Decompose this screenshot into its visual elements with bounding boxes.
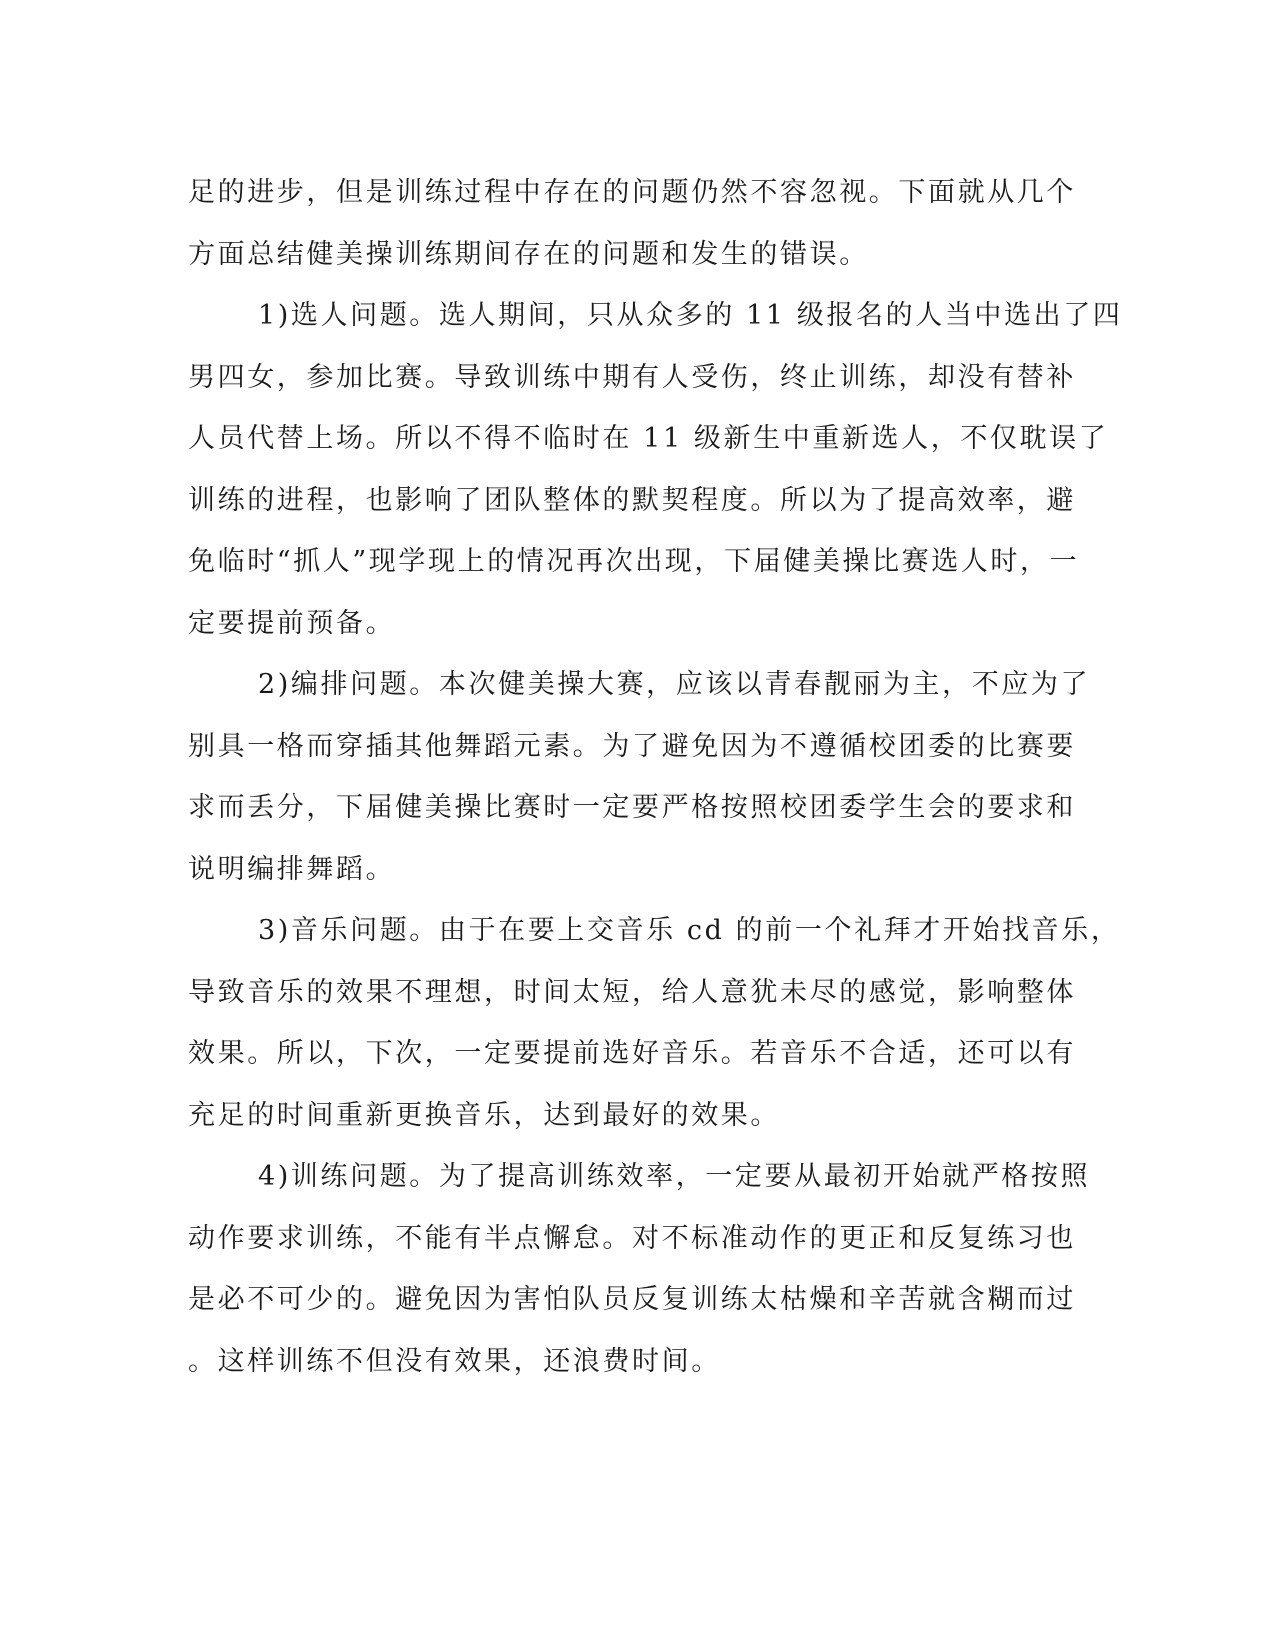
paragraph-start-choreography: 2)编排问题。本次健美操大赛，应该以青春靓丽为主，不应为了 (258, 669, 1091, 700)
text-line: 人员代替上场。所以不得不临时在 11 级新生中重新选人，不仅耽误了 (188, 423, 1109, 454)
paragraph-start-training: 4)训练问题。为了提高训练效率，一定要从最初开始就严格按照 (258, 1161, 1091, 1192)
text-line: 定要提前预备。 (188, 607, 396, 639)
text-line: 免临时“抓人”现学现上的情况再次出现，下届健美操比赛选人时，一 (188, 546, 1080, 577)
text-line: 男四女，参加比赛。导致训练中期有人受伤，终止训练，却没有替补 (188, 361, 1076, 393)
document-body (188, 162, 1123, 1392)
text-line: 求而丢分，下届健美操比赛时一定要严格按照校团委学生会的要求和 (188, 792, 1076, 823)
text-line: 导致音乐的效果不理想，时间太短，给人意犹未尽的感觉，影响整体 (188, 976, 1076, 1008)
text-line: 动作要求训练，不能有半点懈怠。对不标准动作的更正和反复练习也 (188, 1222, 1076, 1254)
text-line: 效果。所以，下次，一定要提前选好音乐。若音乐不合适，还可以有 (188, 1038, 1076, 1069)
text-line: 方面总结健美操训练期间存在的问题和发生的错误。 (188, 238, 869, 270)
paragraph-start-music: 3)音乐问题。由于在要上交音乐 cd 的前一个礼拜才开始找音乐， (258, 915, 1121, 946)
text-line: 说明编排舞蹈。 (188, 853, 396, 885)
text-line: 充足的时间重新更换音乐，达到最好的效果。 (188, 1099, 780, 1131)
text-line: 训练的进程，也影响了团队整体的默契程度。所以为了提高效率，避 (188, 484, 1076, 516)
text-line: 别具一格而穿插其他舞蹈元素。为了避免因为不遵循校团委的比赛要 (188, 730, 1076, 762)
paragraph-start-selection: 1)选人问题。选人期间，只从众多的 11 级报名的人当中选出了四 (258, 300, 1123, 331)
text-line: 是必不可少的。避免因为害怕队员反复训练太枯燥和辛苦就含糊而过 (188, 1284, 1076, 1315)
text-line: 足的进步，但是训练过程中存在的问题仍然不容忽视。下面就从几个 (188, 177, 1076, 208)
text-line: 。这样训练不但没有效果，还浪费时间。 (188, 1345, 721, 1377)
